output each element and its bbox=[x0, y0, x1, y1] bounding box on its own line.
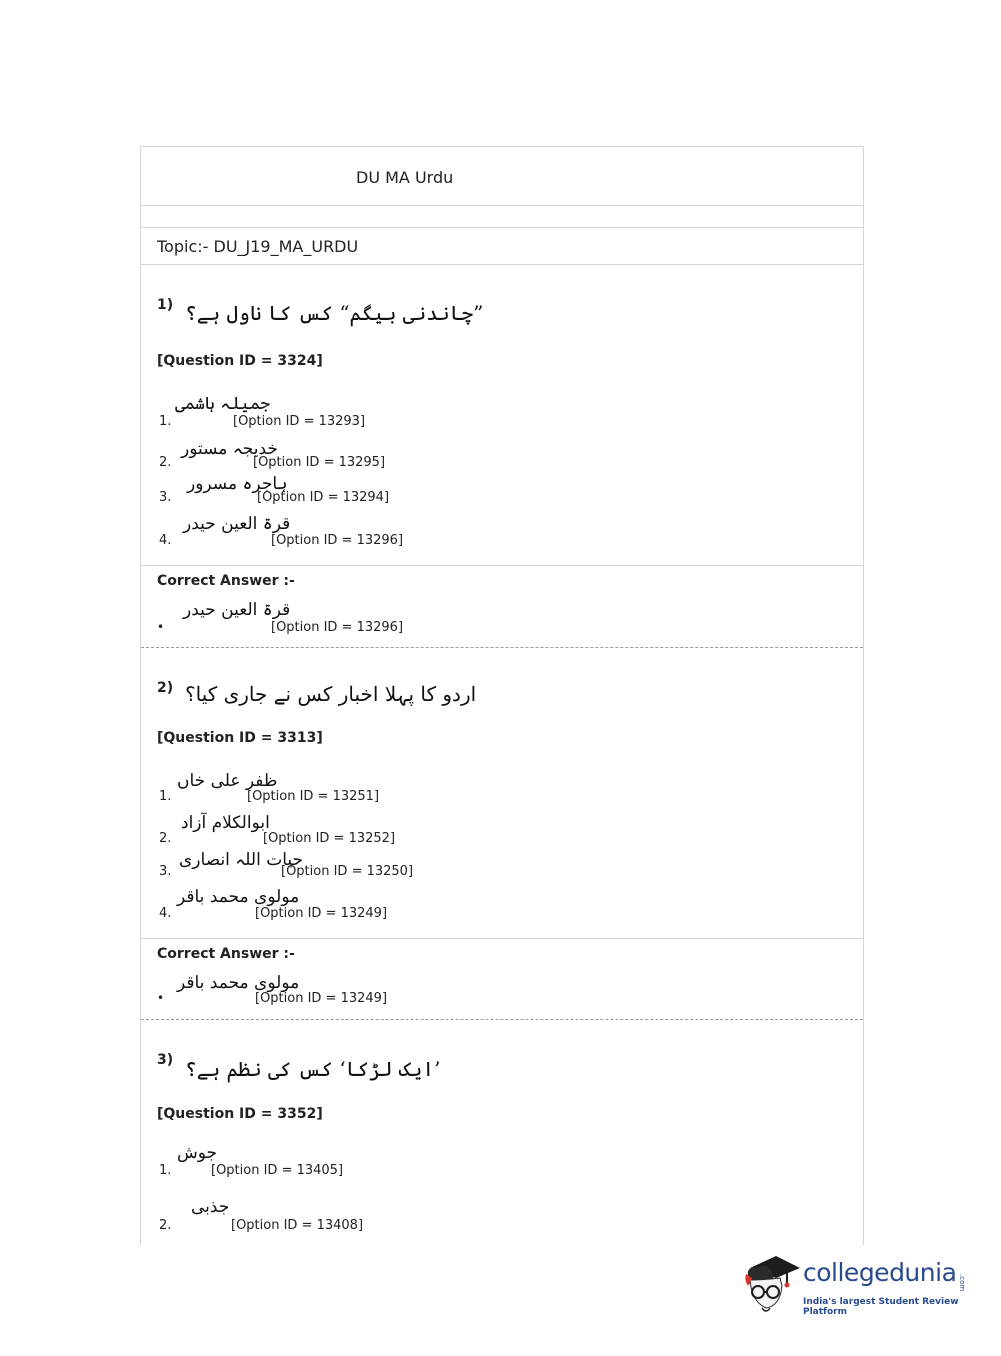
divider bbox=[141, 565, 863, 566]
divider bbox=[141, 264, 863, 265]
divider bbox=[141, 205, 863, 206]
topic-label: Topic:- DU_J19_MA_URDU bbox=[157, 237, 359, 256]
option-text: ہاجرہ مسرور bbox=[187, 474, 288, 494]
option-text: مولوی محمد باقر bbox=[177, 887, 300, 907]
option-id: [Option ID = 13293] bbox=[233, 414, 366, 429]
question-number: 3) bbox=[157, 1052, 174, 1068]
option-text: ظفر علی خاں bbox=[177, 771, 278, 791]
option-number: 4. bbox=[159, 906, 172, 921]
option-id: [Option ID = 13252] bbox=[263, 831, 396, 846]
option-id: [Option ID = 13249] bbox=[255, 906, 388, 921]
question-id: [Question ID = 3313] bbox=[157, 730, 323, 746]
question-id: [Question ID = 3324] bbox=[157, 353, 323, 369]
question-separator bbox=[141, 647, 863, 648]
divider bbox=[141, 938, 863, 939]
question-text: ”چاندنی بیگم“ کس کا ناول ہے؟ bbox=[185, 301, 484, 325]
question-separator bbox=[141, 1019, 863, 1020]
option-number: 1. bbox=[159, 789, 172, 804]
answer-bullet: • bbox=[157, 620, 165, 634]
option-number: 1. bbox=[159, 1163, 172, 1178]
option-number: 2. bbox=[159, 1218, 172, 1233]
correct-answer-text: قرۃ العین حیدر bbox=[183, 600, 291, 620]
question-text: ’ایک لڑکا‘ کس کی نظم ہے؟ bbox=[185, 1057, 441, 1081]
answer-bullet: • bbox=[157, 991, 165, 1005]
document-title: DU MA Urdu bbox=[356, 168, 454, 187]
mascot-icon bbox=[742, 1250, 804, 1316]
option-id: [Option ID = 13408] bbox=[231, 1218, 364, 1233]
option-text: جمیلہ ہاشمی bbox=[175, 394, 271, 414]
option-number: 3. bbox=[159, 490, 172, 505]
question-id: [Question ID = 3352] bbox=[157, 1106, 323, 1122]
option-id: [Option ID = 13250] bbox=[281, 864, 414, 879]
option-text: خدیجہ مستور bbox=[181, 439, 278, 459]
brand-name: collegedunia bbox=[803, 1258, 957, 1287]
brand-tagline: India's largest Student Review Platform bbox=[803, 1297, 959, 1317]
option-text: جوش bbox=[177, 1143, 218, 1163]
correct-answer-label: Correct Answer :- bbox=[157, 946, 295, 962]
option-number: 4. bbox=[159, 533, 172, 548]
question-number: 1) bbox=[157, 297, 174, 313]
option-text: ابوالکلام آزاد bbox=[181, 813, 270, 833]
option-id: [Option ID = 13405] bbox=[211, 1163, 344, 1178]
option-number: 1. bbox=[159, 414, 172, 429]
question-text: اردو کا پہلا اخبار کس نے جاری کیا؟ bbox=[185, 682, 477, 706]
divider bbox=[141, 227, 863, 228]
option-id: [Option ID = 13294] bbox=[257, 490, 390, 505]
option-id: [Option ID = 13296] bbox=[271, 533, 404, 548]
correct-answer-text: مولوی محمد باقر bbox=[177, 973, 300, 993]
question-number: 2) bbox=[157, 680, 174, 696]
option-text: جذبی bbox=[191, 1197, 230, 1217]
option-id: [Option ID = 13251] bbox=[247, 789, 380, 804]
question-paper bbox=[140, 146, 864, 1245]
option-number: 2. bbox=[159, 455, 172, 470]
correct-answer-option-id: [Option ID = 13296] bbox=[271, 620, 404, 635]
brand-suffix: .com bbox=[958, 1274, 966, 1292]
correct-answer-label: Correct Answer :- bbox=[157, 573, 295, 589]
option-id: [Option ID = 13295] bbox=[253, 455, 386, 470]
option-number: 3. bbox=[159, 864, 172, 879]
option-text: حیات اللہ انصاری bbox=[179, 850, 304, 870]
option-text: قرۃ العین حیدر bbox=[183, 514, 291, 534]
option-number: 2. bbox=[159, 831, 172, 846]
correct-answer-option-id: [Option ID = 13249] bbox=[255, 991, 388, 1006]
